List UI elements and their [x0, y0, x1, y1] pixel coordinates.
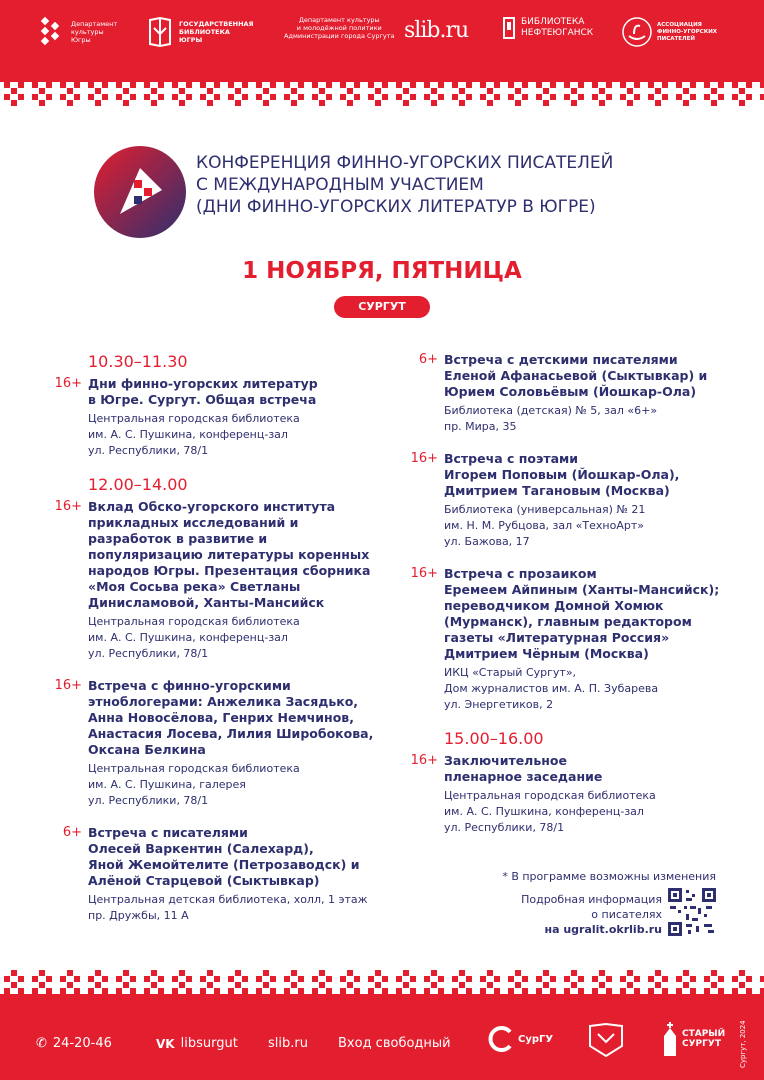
more-info-line2: о писателях — [591, 908, 662, 921]
event-title-line: Дни финно-угорских литератур — [88, 376, 318, 391]
more-info-line1: Подробная информация — [521, 893, 662, 906]
emblem-icon — [586, 1022, 626, 1058]
event-item — [404, 451, 724, 550]
event-item — [404, 753, 724, 836]
conference-title-line2: С МЕЖДУНАРОДНЫМ УЧАСТИЕМ — [196, 175, 484, 195]
event-place-line: Центральная городская библиотека — [88, 615, 300, 628]
age-rating: 16+ — [410, 753, 438, 768]
event-title-line: Динисламовой, Ханты-Мансийск — [88, 595, 325, 610]
time-slot-3: 15.00–16.00 — [444, 729, 544, 748]
phone-number: 24-20-46 — [52, 1036, 112, 1051]
event-title — [444, 566, 724, 662]
logo5-line1: БИБЛИОТЕКА — [521, 17, 585, 27]
event-title-line: Вклад Обско-угорского института — [88, 499, 336, 514]
event-place-line: ул. Республики, 78/1 — [88, 647, 209, 660]
more-info-link[interactable]: на ugralit.okrlib.ru — [544, 923, 662, 936]
event-place-line: пр. Мира, 35 — [444, 420, 517, 433]
event-title-line: Встреча с писателями — [88, 825, 248, 840]
event-place-line: ул. Республики, 78/1 — [88, 444, 209, 457]
age-rating: 6+ — [418, 352, 438, 367]
logo-slib — [404, 18, 468, 43]
event-place — [444, 665, 724, 713]
conference-logo-icon — [92, 144, 188, 240]
logo5-line2: НЕФТЕЮГАНСК — [521, 28, 594, 38]
event-title-line: пленарное заседание — [444, 769, 603, 784]
event-title-line: Анастасия Лосева, Лилия Широбокова, — [88, 726, 374, 741]
event-place — [88, 411, 368, 459]
event-title-line: Встреча с поэтами — [444, 451, 579, 466]
footer-phone[interactable] — [36, 1036, 112, 1051]
event-title — [444, 753, 724, 785]
logo6-line2: ФИННО-УГОРСКИХ — [657, 28, 718, 35]
event-title-line: Анна Новосёлова, Генрих Немчинов, — [88, 710, 354, 725]
event-place — [444, 502, 724, 550]
event-title-line: Встреча с финно-угорскими — [88, 678, 291, 693]
qr-code-icon[interactable] — [668, 888, 716, 936]
event-place-line: ул. Энергетиков, 2 — [444, 698, 554, 711]
event-title — [88, 376, 368, 408]
surgu-label: СурГУ — [518, 1033, 554, 1045]
event-title-line: в Югре. Сургут. Общая встреча — [88, 392, 317, 407]
conference-title-line3: (ДНИ ФИННО-УГОРСКИХ ЛИТЕРАТУР В ЮГРЕ) — [196, 197, 596, 217]
schedule-right-column — [404, 352, 724, 852]
logo1-line1: Департамент — [71, 20, 118, 28]
footer-site[interactable]: slib.ru — [268, 1036, 308, 1051]
event-title-line: «Моя Сосьва река» Светланы — [88, 579, 301, 594]
event-place-line: им. А. С. Пушкина, конференц-зал — [88, 428, 288, 441]
vk-handle: libsurgut — [180, 1036, 238, 1051]
event-title-line: Оксана Белкина — [88, 742, 206, 757]
age-rating: 16+ — [410, 566, 438, 581]
event-title-line: Встреча с прозаиком — [444, 566, 597, 581]
city-badge: СУРГУТ — [334, 296, 430, 318]
conference-title-line1: КОНФЕРЕНЦИЯ ФИННО-УГОРСКИХ ПИСАТЕЛЕЙ — [196, 153, 614, 173]
event-place — [444, 403, 724, 435]
swan-book-icon — [622, 16, 652, 48]
event-place-line: им. А. С. Пушкина, галерея — [88, 778, 246, 791]
age-rating: 6+ — [62, 825, 82, 840]
event-title-line: Встреча с детскими писателями — [444, 352, 678, 367]
event-place — [88, 614, 368, 662]
logo-dept-culture-surgut — [284, 16, 395, 40]
event-title — [88, 678, 374, 758]
surgu-logo-icon — [486, 1024, 516, 1054]
logo2-line2: БИБЛИОТЕКА — [179, 28, 230, 36]
event-title-line: Еленой Афанасьевой (Сыктывкар) и — [444, 368, 708, 383]
event-item — [404, 352, 724, 435]
event-title-line: Заключительное — [444, 753, 567, 768]
event-title-line: газеты «Литературная Россия» — [444, 630, 670, 645]
footer-vk[interactable] — [156, 1036, 238, 1051]
event-title-line: Юрием Соловьёвым (Йошкар-Ола) — [444, 384, 697, 399]
logo-association — [622, 16, 717, 48]
logo2-line1: ГОСУДАРСТВЕННАЯ — [179, 20, 254, 28]
event-place-line: им. А. С. Пушкина, конференц-зал — [444, 805, 644, 818]
logo6-line1: АССОЦИАЦИЯ — [657, 21, 702, 28]
ornament-top — [0, 76, 764, 110]
more-info — [500, 892, 662, 937]
age-rating: 16+ — [54, 678, 82, 693]
ornament-bottom — [0, 966, 764, 1000]
logo-library-nefteyugansk — [502, 16, 593, 40]
event-place-line: ул. Бажова, 17 — [444, 535, 530, 548]
book-icon — [502, 16, 516, 40]
time-slot-1: 10.30–11.30 — [88, 352, 188, 371]
schedule-left-column — [48, 352, 374, 940]
event-place-line: ИКЦ «Старый Сургут», — [444, 666, 577, 679]
event-place-line: пр. Дружбы, 11 А — [88, 909, 189, 922]
logo-old-surgut — [660, 1022, 726, 1056]
changes-note: * В программе возможны изменения — [502, 870, 716, 883]
logo-state-library — [146, 16, 254, 48]
event-place-line: им. А. С. Пушкина, конференц-зал — [88, 631, 288, 644]
event-place-line: Библиотека (детская) № 5, зал «6+» — [444, 404, 658, 417]
event-item — [48, 678, 374, 809]
vk-icon: VK — [156, 1036, 175, 1051]
dept-culture-logo-icon — [40, 16, 66, 48]
event-item — [48, 376, 368, 459]
event-place-line: Дом журналистов им. А. П. Зубарева — [444, 682, 659, 695]
year-text: Сургут, 2024 — [739, 1020, 747, 1068]
old-surgut-label: СТАРЫЙ СУРГУТ — [682, 1029, 726, 1049]
event-item — [48, 499, 371, 662]
event-title-line: Дмитрием Тагановым (Москва) — [444, 483, 670, 498]
event-place-line: Центральная детская библиотека, холл, 1 этаж — [88, 893, 368, 906]
event-title-line: популяризацию литературы коренных — [88, 547, 370, 562]
state-library-logo-icon — [146, 16, 174, 48]
logo3-line3: Администрации города Сургута — [284, 32, 395, 40]
event-title-line: Алёной Старцевой (Сыктывкар) — [88, 873, 320, 888]
event-title-line: Дмитрием Чёрным (Москва) — [444, 646, 649, 661]
conference-title — [196, 152, 716, 218]
event-title-line: разработок в развитие и — [88, 531, 268, 546]
event-place-line: Библиотека (универсальная) № 21 — [444, 503, 646, 516]
event-place — [88, 892, 368, 924]
footer-entry: Вход свободный — [338, 1036, 451, 1051]
year-label-vertical — [736, 1010, 748, 1070]
event-item — [48, 825, 368, 924]
age-rating: 16+ — [54, 376, 82, 391]
event-place-line: им. Н. М. Рубцова, зал «ТехноАрт» — [444, 519, 644, 532]
logo1-line2: культуры — [71, 28, 104, 36]
event-place-line: Центральная городская библиотека — [444, 789, 656, 802]
event-title-line: переводчиком Домной Хомюк — [444, 598, 664, 613]
church-icon — [660, 1022, 680, 1056]
event-date: 1 НОЯБРЯ, ПЯТНИЦА — [242, 258, 522, 284]
logo3-line1: Департамент культуры — [298, 16, 380, 24]
logo-surgu — [486, 1024, 553, 1054]
event-title — [444, 451, 724, 499]
event-title — [88, 825, 368, 889]
phone-icon: ✆ — [36, 1036, 47, 1051]
logo-dept-culture-yugra — [40, 16, 117, 48]
event-title-line: Яной Жемойтелите (Петрозаводск) и — [88, 857, 360, 872]
event-place-line: Центральная городская библиотека — [88, 412, 300, 425]
logo2-line3: ЮГРЫ — [179, 36, 203, 44]
event-place-line: Центральная городская библиотека — [88, 762, 300, 775]
event-title-line: народов Югры. Презентация сборника — [88, 563, 371, 578]
event-title-line: Игорем Поповым (Йошкар-Ола), — [444, 467, 680, 482]
logo6-line3: ПИСАТЕЛЕЙ — [657, 35, 695, 42]
event-place — [444, 788, 724, 836]
event-item — [404, 566, 724, 713]
event-place-line: ул. Республики, 78/1 — [88, 794, 209, 807]
event-title-line: этноблогерами: Анжелика Засядько, — [88, 694, 359, 709]
event-title — [444, 352, 724, 400]
age-rating: 16+ — [54, 499, 82, 514]
slib-logo-text: slib.ru — [404, 18, 469, 43]
logo3-line2: и молодёжной политики — [296, 24, 382, 32]
event-title-line: прикладных исследований и — [88, 515, 299, 530]
event-place-line: ул. Республики, 78/1 — [444, 821, 565, 834]
event-place — [88, 761, 368, 809]
time-slot-2: 12.00–14.00 — [88, 475, 188, 494]
age-rating: 16+ — [410, 451, 438, 466]
logo1-line3: Югры — [71, 36, 91, 44]
header-band — [0, 0, 764, 76]
event-title — [88, 499, 371, 611]
event-title-line: (Мурманск), главным редактором — [444, 614, 692, 629]
event-title-line: Олесей Варкентин (Салехард), — [88, 841, 314, 856]
event-title-line: Еремеем Айпиным (Ханты-Мансийск); — [444, 582, 720, 597]
